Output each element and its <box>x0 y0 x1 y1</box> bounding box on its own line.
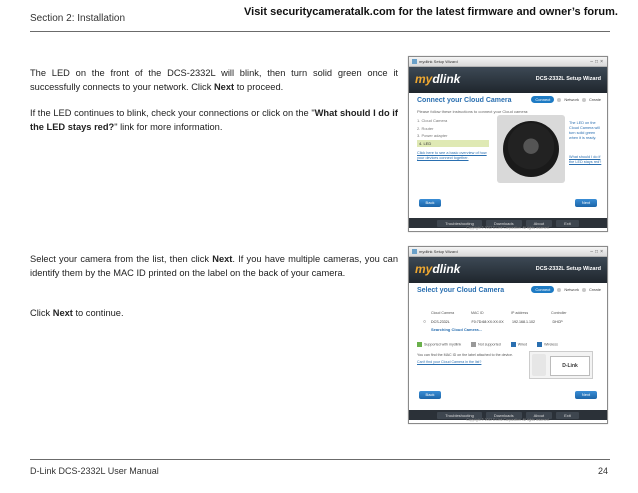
window-title: mydlink Setup Wizard <box>419 249 458 254</box>
radio-button[interactable]: ○ <box>423 319 427 325</box>
troubleshooting-button[interactable]: Troubleshooting <box>437 412 482 419</box>
step2-paragraph-1 <box>30 253 398 280</box>
app-icon <box>412 59 417 64</box>
camera-table-header <box>431 311 591 315</box>
mac-label-sticker: D-Link <box>550 356 590 376</box>
header-divider <box>30 31 610 32</box>
window-titlebar <box>409 247 607 257</box>
window-titlebar <box>409 57 607 67</box>
list-item: 1. Cloud Camera <box>417 118 448 123</box>
list-item: 3. Power adapter <box>417 133 448 138</box>
column-header: Cloud Camera <box>431 311 455 315</box>
column-header: IP address <box>511 311 529 315</box>
text: Select your camera from the list, then click <box>30 254 213 264</box>
text: Click <box>30 308 53 318</box>
step-dot <box>557 98 561 102</box>
wizard-header <box>409 257 607 283</box>
table-cell: F0:7D:68:XX:XX:XX <box>471 320 504 324</box>
bold-next: Next <box>213 81 235 92</box>
overview-link[interactable]: Click here to see a basic overview of how your devices connect together. <box>417 151 487 160</box>
camera-lens-icon <box>503 121 559 177</box>
text: " link for more information. <box>114 121 223 132</box>
legend <box>417 339 597 349</box>
wizard-body <box>409 283 607 413</box>
step-title: Select your Cloud Camera <box>417 287 505 294</box>
back-button[interactable]: Back <box>419 199 441 207</box>
step2-paragraph-2 <box>30 307 398 321</box>
manual-title: D-Link DCS-2332L User Manual <box>30 466 159 476</box>
wizard-title: DCS-2332L Setup Wizard <box>535 266 601 272</box>
step-title: Connect your Cloud Camera <box>417 97 512 104</box>
about-button[interactable]: About <box>526 220 552 227</box>
mac-note-text: You can find the MAC ID on the label attached to the device. <box>417 353 513 357</box>
about-button[interactable]: About <box>526 412 552 419</box>
step-dot <box>582 288 586 292</box>
setup-step-list <box>417 117 489 147</box>
legend-item: Wired <box>511 342 527 347</box>
step1-paragraph-1 <box>30 67 398 94</box>
mydlink-logo: mydlink <box>415 72 461 86</box>
website-banner: Visit securitycameratalk.com for the latest firmware and owner’s forum. <box>244 6 618 18</box>
next-button[interactable]: Next <box>575 199 597 207</box>
table-cell: DHCP <box>552 320 563 324</box>
window-controls[interactable]: –□× <box>590 59 605 65</box>
bold-next: Next <box>212 254 233 264</box>
led-help-link[interactable]: What should I do if the LED stays red? <box>569 155 602 164</box>
wired-icon <box>511 342 516 347</box>
wizard-body <box>409 93 607 221</box>
legend-item: Not supported <box>471 342 501 347</box>
downloads-button[interactable]: Downloads <box>486 412 522 419</box>
text: If the LED continues to blink, check your connections or click on the " <box>30 108 315 118</box>
exit-button[interactable]: Exit <box>556 220 579 227</box>
wizard-header <box>409 67 607 93</box>
text: to proceed. <box>234 81 284 92</box>
page-number: 24 <box>598 466 609 476</box>
mydlink-logo: mydlink <box>415 262 461 276</box>
step-network: Network <box>564 287 579 292</box>
searching-status: Searching Cloud Camera... <box>431 327 482 332</box>
step-indicator <box>531 286 601 293</box>
bold-link-name: What should I do if the LED stays red? <box>30 108 398 132</box>
step1-paragraph-2 <box>30 107 398 134</box>
step-connect: Connect <box>531 286 554 293</box>
text: . If you have multiple cameras, you can identify them by the MAC ID printed on the label on the back of your camera. <box>30 254 398 278</box>
column-header: MAC ID <box>471 311 484 315</box>
instructions: Please follow these instructions to connect your Cloud camera: <box>417 109 529 114</box>
step-network: Network <box>564 97 579 102</box>
camera-label-image <box>529 351 593 379</box>
exit-button[interactable]: Exit <box>556 412 579 419</box>
wizard-screenshot-select <box>408 246 608 424</box>
unsupported-icon <box>471 342 476 347</box>
troubleshooting-button[interactable]: Troubleshooting <box>437 220 482 227</box>
cant-find-link[interactable]: Can't find your Cloud Camera in the list? <box>417 360 482 364</box>
mac-note <box>417 353 517 365</box>
column-header: Controller <box>551 311 567 315</box>
app-icon <box>412 249 417 254</box>
next-button[interactable]: Next <box>575 391 597 399</box>
step-connect: Connect <box>531 96 554 103</box>
wizard-title: DCS-2332L Setup Wizard <box>535 76 601 82</box>
list-item: 2. Router <box>417 125 434 131</box>
legend-item: Wireless <box>537 342 558 347</box>
copyright: Copyright © 2012 D-Link Corporation. All rights reserved. <box>466 226 550 230</box>
supported-icon <box>417 342 422 347</box>
legend-item: Supported with mydlink <box>417 342 461 347</box>
downloads-button[interactable]: Downloads <box>486 220 522 227</box>
step-create: Create <box>588 97 601 102</box>
led-note: The LED on the Cloud Camera will turn solid green when it is ready. <box>569 121 600 140</box>
footer-divider <box>30 459 610 460</box>
wizard-screenshot-connect <box>408 56 608 232</box>
table-cell: 192.168.1.102 <box>512 320 535 324</box>
step-dot <box>557 288 561 292</box>
list-item-current: 4. LED <box>417 140 489 148</box>
step-indicator <box>531 96 601 103</box>
section-label: Section 2: Installation <box>30 13 126 24</box>
window-controls[interactable]: –□× <box>590 249 605 255</box>
camera-icon <box>532 354 546 376</box>
back-button[interactable]: Back <box>419 391 441 399</box>
copyright: Copyright © 2012 D-Link Corporation. All rights reserved. <box>466 418 550 422</box>
table-cell: DCS-2332L <box>431 320 450 324</box>
camera-table-row[interactable] <box>423 319 593 325</box>
wireless-icon <box>537 342 542 347</box>
step-dot <box>582 98 586 102</box>
text: to continue. <box>72 308 124 318</box>
text: The LED on the front of the DCS-2332L will blink, then turn solid green once it successfully connects to your network. Click <box>30 68 398 92</box>
bold-next: Next <box>52 308 73 318</box>
window-title: mydlink Setup Wizard <box>419 59 458 64</box>
step-create: Create <box>588 287 601 292</box>
